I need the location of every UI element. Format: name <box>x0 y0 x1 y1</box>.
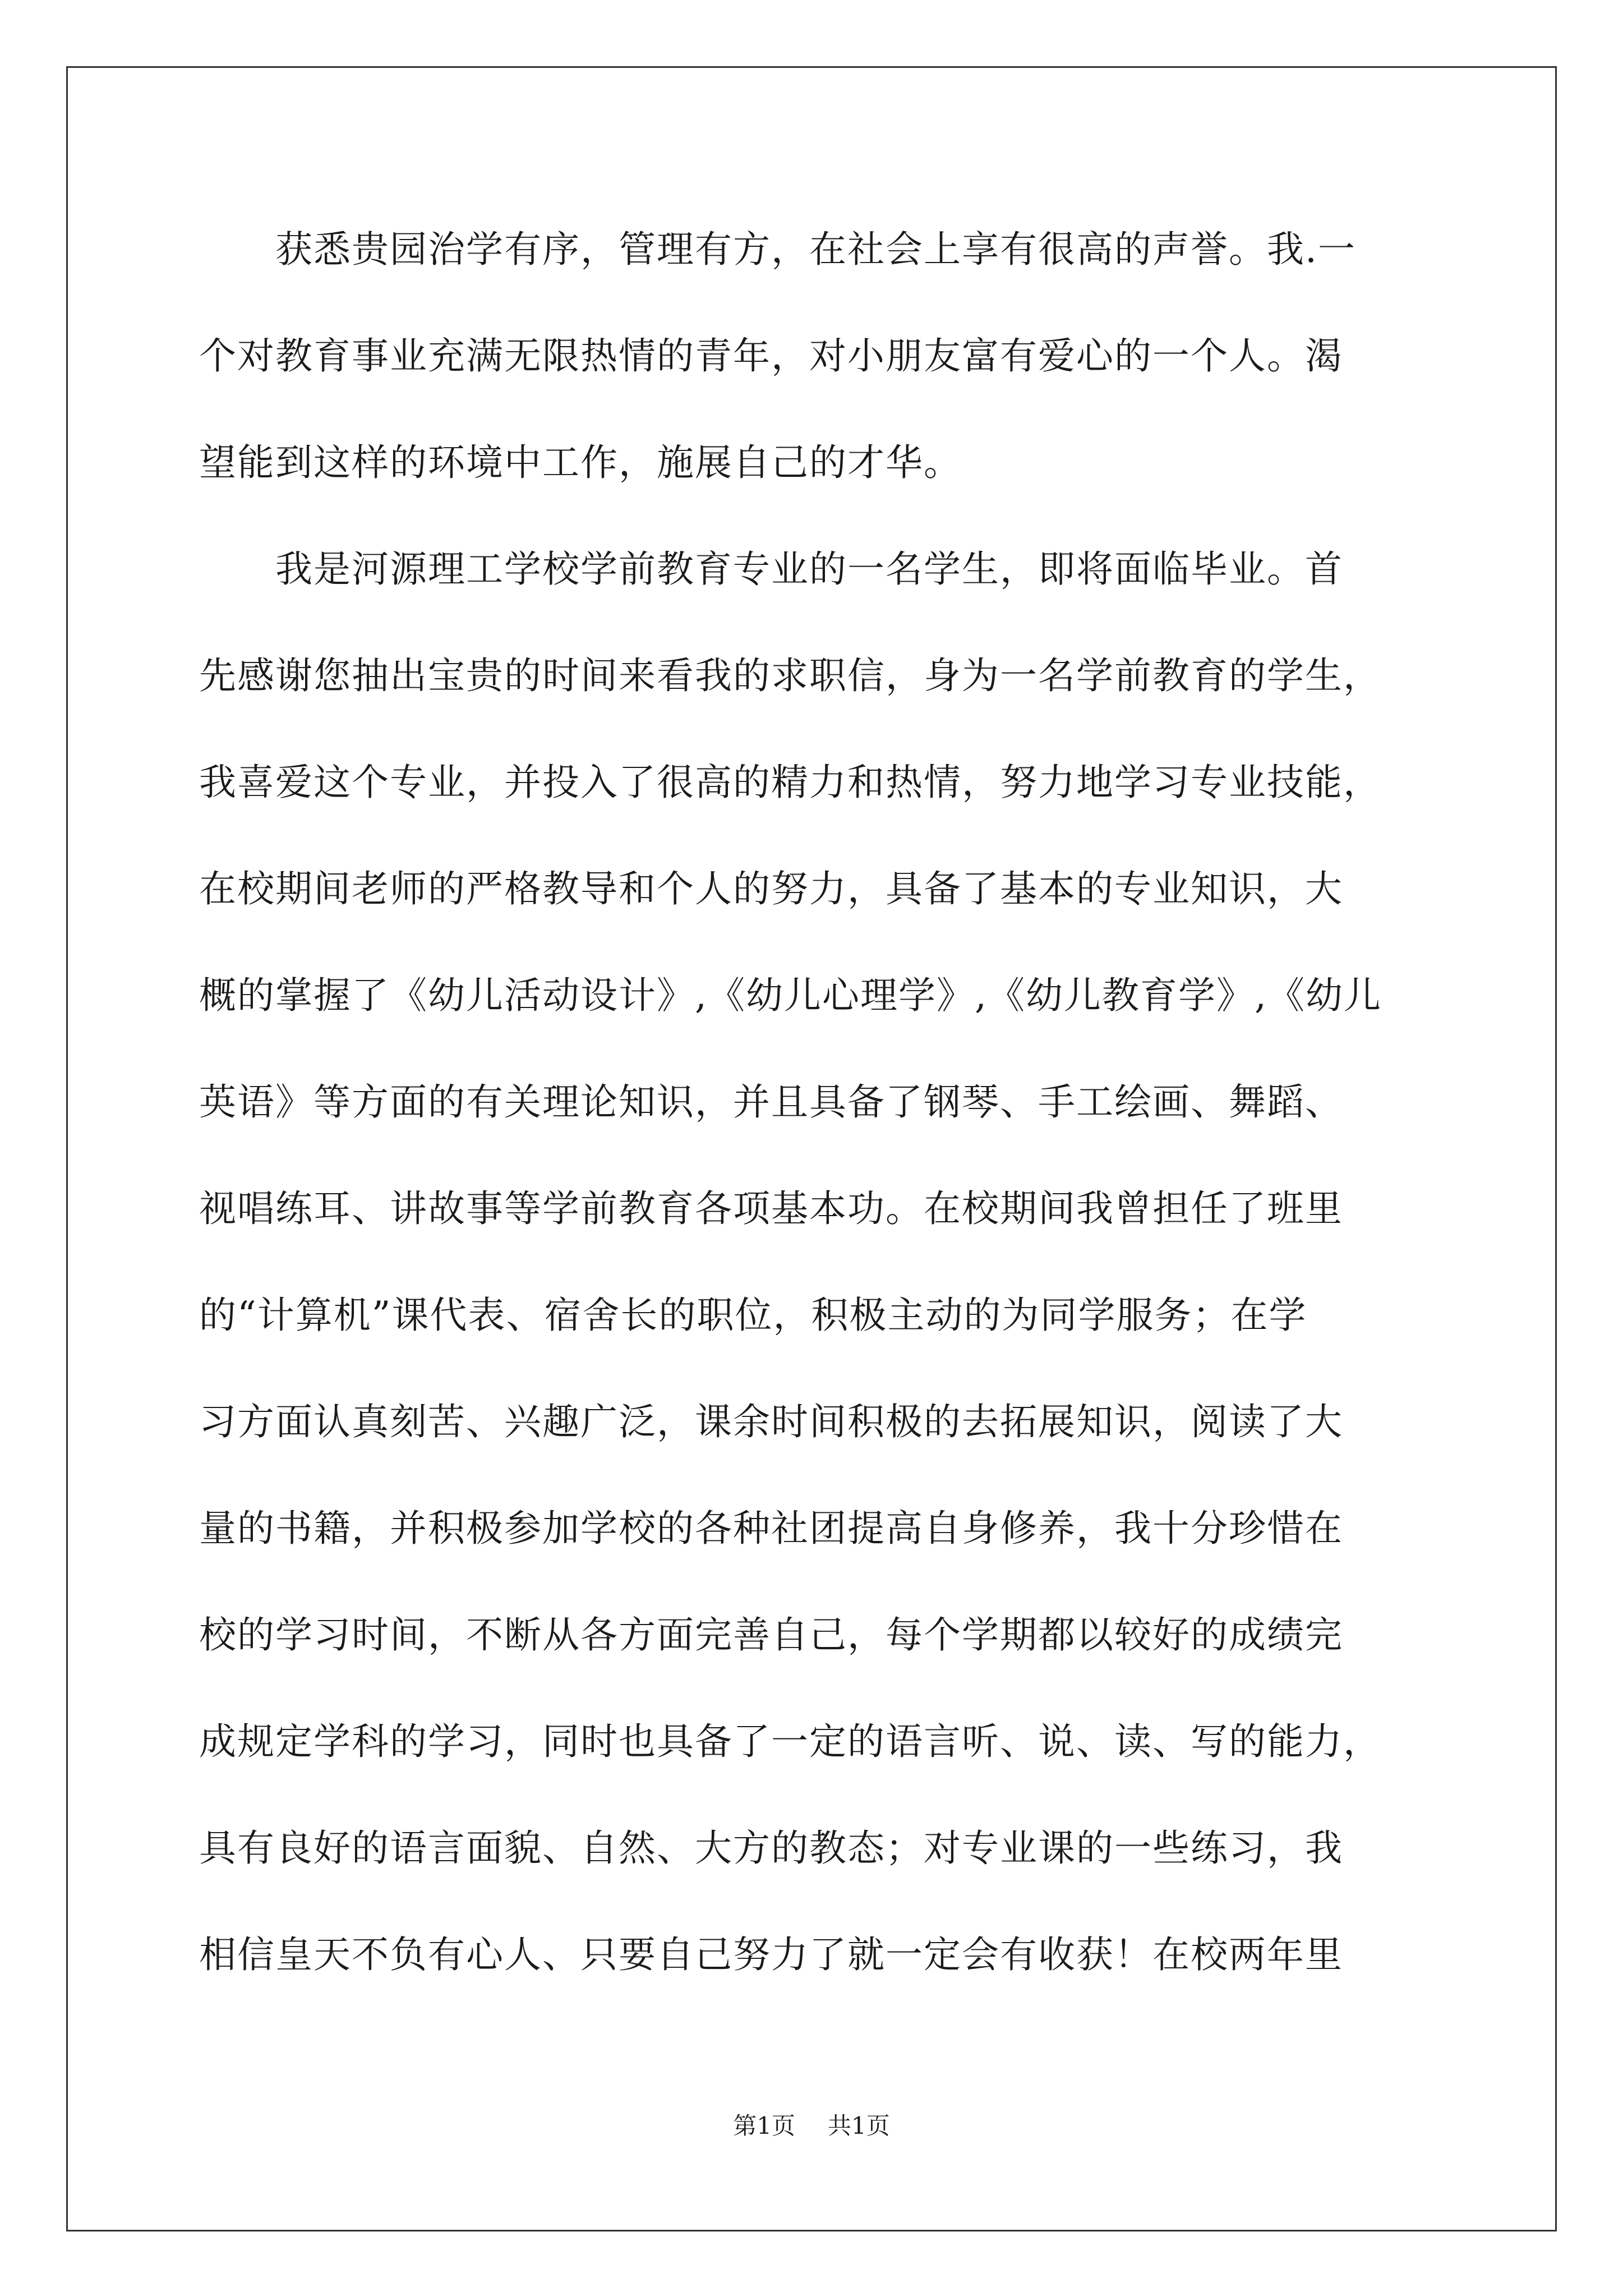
page-footer <box>0 2109 1623 2143</box>
body-text-line: 视唱练耳、讲故事等学前教育各项基本功。在校期间我曾担任了班里 <box>199 1187 1343 1230</box>
body-text-line: 习方面认真刻苦、兴趣广泛，课余时间积极的去拓展知识，阅读了大 <box>199 1400 1343 1443</box>
body-text-line: 我喜爱这个专业，并投入了很高的精力和热情，努力地学习专业技能， <box>199 761 1381 804</box>
page-border <box>66 66 1557 2231</box>
body-text-line: 在校期间老师的严格教导和个人的努力，具备了基本的专业知识，大 <box>199 867 1343 910</box>
body-text-line: 我是河源理工学校学前教育专业的一名学生，即将面临毕业。首 <box>199 547 1343 591</box>
body-text-line: 获悉贵园治学有序，管理有方，在社会上享有很高的声誉。我.一 <box>199 228 1356 271</box>
body-text-line: 量的书籍，并积极参加学校的各种社团提高自身修养，我十分珍惜在 <box>199 1507 1343 1550</box>
body-text-line: 望能到这样的环境中工作，施展自己的才华。 <box>199 441 962 484</box>
body-text-line: 概的掌握了《幼儿活动设计》,《幼儿心理学》,《幼儿教育学》,《幼儿 <box>199 974 1382 1017</box>
body-text-line: 个对教育事业充满无限热情的青年，对小朋友富有爱心的一个人。渴 <box>199 334 1343 378</box>
body-text-line: 的“计算机”课代表、宿舍长的职位，积极主动的为同学服务；在学 <box>199 1294 1307 1337</box>
body-text-line: 先感谢您抽出宝贵的时间来看我的求职信，身为一名学前教育的学生， <box>199 654 1381 697</box>
body-text-line: 成规定学科的学习，同时也具备了一定的语言听、说、读、写的能力， <box>199 1720 1381 1763</box>
body-text-line: 具有良好的语言面貌、自然、大方的教态；对专业课的一些练习，我 <box>199 1826 1343 1870</box>
body-text-line: 相信皇天不负有心人、只要自己努力了就一定会有收获！在校两年里 <box>199 1933 1343 1976</box>
page-number: 第1页 <box>733 2112 795 2139</box>
body-text-line: 校的学习时间，不断从各方面完善自己，每个学期都以较好的成绩完 <box>199 1613 1343 1657</box>
body-text-line: 英语》等方面的有关理论知识，并且具备了钢琴、手工绘画、舞蹈、 <box>199 1080 1343 1124</box>
page-total: 共1页 <box>828 2112 890 2139</box>
